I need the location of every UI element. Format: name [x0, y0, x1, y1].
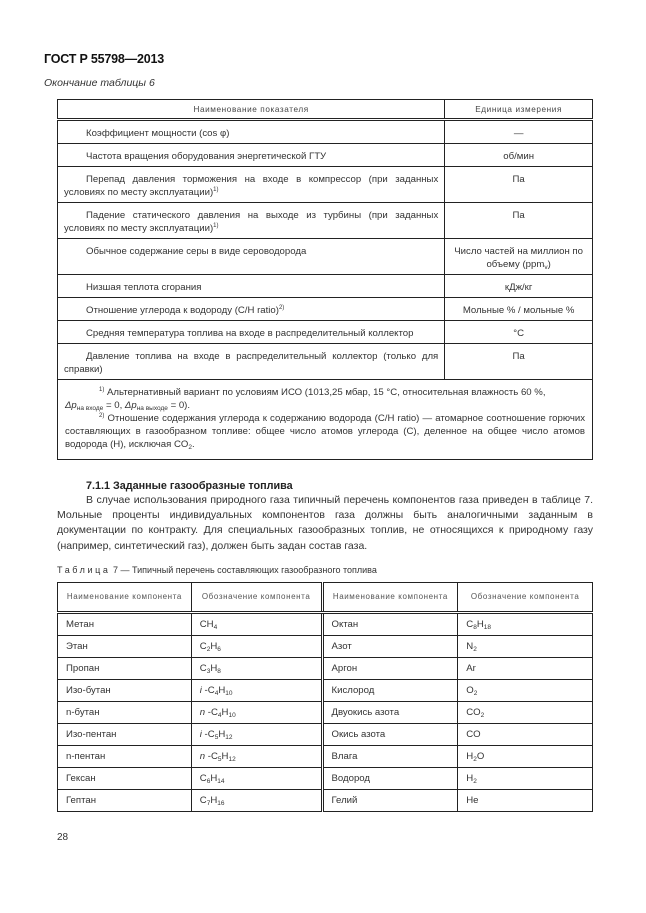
indicator-name: Падение статического давления на выходе из турбины (при заданных условиях по месту эксплуатации)$^{1)}$ — [58, 203, 445, 239]
component-formula: $O_2$ — [458, 680, 593, 702]
component-formula: $H_2$ — [458, 768, 593, 790]
component-name: n-пентан — [58, 746, 192, 768]
column-header-unit: Единица измерения — [445, 100, 593, 120]
table-row — [58, 144, 593, 167]
component-name: Гелий — [322, 790, 458, 812]
table-footnotes — [58, 380, 593, 460]
component-name: Водород — [322, 768, 458, 790]
component-formula: i $-C_4H_{10}$ — [191, 680, 322, 702]
table-continuation-label: Окончание таблицы 6 — [44, 77, 155, 89]
component-name: Изо-пентан — [58, 724, 192, 746]
component-formula: $C_2H_6$ — [191, 636, 322, 658]
table-row — [58, 344, 593, 380]
component-name: Влага — [322, 746, 458, 768]
indicator-name: Средняя температура топлива на входе в распределительный коллектор — [58, 321, 445, 344]
table-7 — [57, 582, 593, 812]
component-formula: He — [458, 790, 593, 812]
table-row — [58, 746, 593, 768]
component-name: Двуокись азота — [322, 702, 458, 724]
component-name: Гексан — [58, 768, 192, 790]
indicator-name: Отношение углерода к водороду (C/H ratio)$^{2)}$ — [58, 298, 445, 321]
footnote-ref: 1) — [213, 187, 219, 193]
table-row — [58, 636, 593, 658]
component-formula: Ar — [458, 658, 593, 680]
table-row — [58, 613, 593, 636]
footnote-1-continuation: $\Delta p_{на входе} = 0$, $\Delta p_{на выходе} = 0$). — [65, 400, 191, 412]
component-formula: n $-C_4H_{10}$ — [191, 702, 322, 724]
section-heading: 7.1.1 Заданные газообразные топлива — [86, 480, 293, 492]
component-name: Кислород — [322, 680, 458, 702]
component-formula: $C_7H_{16}$ — [191, 790, 322, 812]
table-row — [58, 702, 593, 724]
indicator-unit: кДж/кг — [445, 275, 593, 298]
table-6 — [57, 99, 593, 460]
indicator-unit: об/мин — [445, 144, 593, 167]
section-body — [57, 493, 593, 554]
table-row — [58, 298, 593, 321]
component-name: Окись азота — [322, 724, 458, 746]
indicator-unit: Па — [445, 344, 593, 380]
component-formula: i $-C_5H_{12}$ — [191, 724, 322, 746]
table-7-caption: Таблица 7 — Типичный перечень составляющих газообразного топлива — [57, 565, 377, 575]
table-row — [58, 658, 593, 680]
indicator-unit: — — [445, 120, 593, 144]
component-formula: $C_6H_{14}$ — [191, 768, 322, 790]
table-row — [58, 790, 593, 812]
component-name: Этан — [58, 636, 192, 658]
component-formula: $N_2$ — [458, 636, 593, 658]
component-formula: $C_8H_{18}$ — [458, 613, 593, 636]
indicator-name: Частота вращения оборудования энергетической ГТУ — [58, 144, 445, 167]
component-name: n-бутан — [58, 702, 192, 724]
footnote-ref: 2) — [278, 305, 285, 311]
indicator-name: Низшая теплота сгорания — [58, 275, 445, 298]
section-paragraph: В случае использования природного газа типичный перечень компонентов газа приведен в таблице 7. Мольные проценты индивидуальных компонентов газа должны быть аналогичными заданным в документации по контракту. Для специальных газообразных топлив, не относящихся к природному газу (например, синтетический газ), должен быть задан состав газа. — [57, 494, 593, 552]
table-row — [58, 203, 593, 239]
table-6-header — [58, 100, 593, 120]
indicator-unit: Мольные % / мольные % — [445, 298, 593, 321]
component-formula: $H_2O$ — [458, 746, 593, 768]
table-row — [58, 275, 593, 298]
component-name: Метан — [58, 613, 192, 636]
footnote-ref: 1) — [213, 223, 219, 229]
column-header-name: Наименование компонента — [322, 583, 458, 613]
indicator-unit: °С — [445, 321, 593, 344]
component-formula: n $-C_5H_{12}$ — [191, 746, 322, 768]
column-header-designation: Обозначение компонента — [458, 583, 593, 613]
footnotes-cell — [58, 380, 593, 460]
component-formula: CO — [458, 724, 593, 746]
component-name: Гептан — [58, 790, 192, 812]
indicator-name: Обычное содержание серы в виде сероводорода — [58, 239, 445, 275]
component-name: Октан — [322, 613, 458, 636]
column-header-designation: Обозначение компонента — [191, 583, 322, 613]
indicator-unit: Па — [445, 167, 593, 203]
table-row — [58, 768, 593, 790]
document-code: ГОСТ Р 55798—2013 — [44, 52, 164, 66]
indicator-unit: Па — [445, 203, 593, 239]
table-row — [58, 724, 593, 746]
indicator-name: Давление топлива на входе в распределительный коллектор (только для справки) — [58, 344, 445, 380]
component-formula: $CO_2$ — [458, 702, 593, 724]
table-7-header — [58, 583, 593, 613]
table-row — [58, 680, 593, 702]
indicator-unit: Число частей на миллион по объему (ppm$_v$) — [445, 239, 593, 275]
column-header-name: Наименование компонента — [58, 583, 192, 613]
footnote-1: $^{1)}$ Альтернативный вариант по условиям ИСО (1013,25 мбар, 15 °С, относительная влажность 60 %, — [99, 387, 546, 398]
indicator-name: Перепад давления торможения на входе в компрессор (при заданных условиях по месту эксплуатации)$^{1)}$ — [58, 167, 445, 203]
component-name: Пропан — [58, 658, 192, 680]
indicator-name: Коэффициент мощности (cos φ) — [58, 120, 445, 144]
table-row — [58, 167, 593, 203]
component-formula: $C_3H_8$ — [191, 658, 322, 680]
component-formula: $CH_4$ — [191, 613, 322, 636]
table-row — [58, 120, 593, 144]
component-name: Аргон — [322, 658, 458, 680]
page-number: 28 — [57, 832, 69, 843]
table-row — [58, 239, 593, 275]
component-name: Изо-бутан — [58, 680, 192, 702]
component-name: Азот — [322, 636, 458, 658]
column-header-indicator: Наименование показателя — [58, 100, 445, 120]
footnote-2: $^{2)}$ Отношение содержания углерода к содержанию водорода (C/H ratio) — атомарное соотношение горючих составляющих в газообразном топливе: общее число атомов углерода (С), деленное на общее число атомов водорода (Н), исключая $CO_2$. — [65, 413, 585, 451]
table-row — [58, 321, 593, 344]
